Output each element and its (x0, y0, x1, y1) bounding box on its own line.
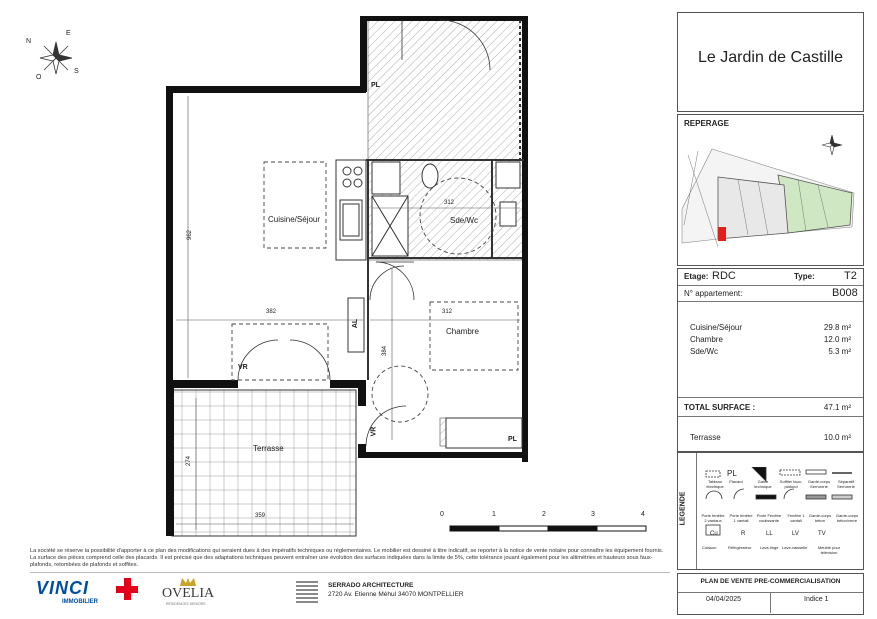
legend-label-gaine: Gaine technique (754, 479, 772, 489)
dimension-382: 382 (266, 309, 277, 315)
architect-address: 2720 Av. Etienne Méhul 34070 MONTPELLIER (328, 591, 464, 598)
ovelia-sub: RÉSIDENCES SENIORS (166, 602, 206, 606)
type-value: T2 (844, 270, 857, 282)
scale-tick-2: 2 (542, 511, 546, 518)
legend-label-gcb: Garde-corps béton (808, 513, 832, 523)
hatched-zone-top (368, 20, 524, 160)
site-map (678, 115, 863, 265)
legend-label-lave-linge: Lave-linge (760, 545, 779, 550)
plan-type: PLAN DE VENTE PRE-COMMERCIALISATION (700, 578, 841, 585)
symbol-porte-fenetre-1v (734, 489, 744, 499)
surface-value-1: 12.0 m² (823, 335, 851, 344)
room-label-sde-wc: Sde/Wc (450, 216, 479, 225)
north-arrow (40, 42, 72, 74)
legend-label-pf2: Porte fenêtre 2 vantaux (701, 513, 725, 523)
kitchen-counter (336, 160, 366, 260)
ovelia-wordmark: OVELIA (162, 586, 215, 601)
total-row (678, 397, 863, 417)
legend-code-r: R (741, 531, 746, 537)
serrado-logo-icon (294, 578, 320, 604)
code-pl-top: PL (371, 82, 380, 89)
footer-divider (30, 572, 670, 573)
technical-box (446, 418, 522, 448)
symbol-garde-corps (806, 470, 826, 474)
terrasse-value: 10.0 m² (823, 433, 851, 442)
legend-label-gcbv: Garde-corps béton/verre (835, 513, 859, 523)
legend-label-f1: Fenêtre 1 vantail (787, 513, 805, 523)
terrasse-label: Terrasse (690, 433, 721, 442)
dimension-384: 384 (382, 345, 389, 357)
room-label-terrasse: Terrasse (253, 444, 284, 453)
project-title: Le Jardin de Castille (698, 49, 843, 66)
scale-tick-0: 0 (440, 511, 444, 518)
scale-tick-1: 1 (492, 511, 496, 518)
ovelia-logo (160, 578, 220, 608)
compass-e: E (66, 30, 71, 37)
compass-o: O (36, 74, 42, 81)
legend-label-pf1: Porte fenêtre 1 vantail (729, 513, 753, 523)
compass-s: S (74, 68, 79, 75)
legend-label-separatif: Séparatif Serrurerie (837, 479, 855, 489)
vinci-sub: IMMOBILIER (62, 599, 98, 605)
surface-value-0: 29.8 m² (823, 323, 851, 332)
legend-label-placard: Placard (729, 479, 743, 484)
architect-name: SERRADO ARCHITECTURE (328, 582, 414, 589)
surface-value-2: 5.3 m² (828, 347, 851, 356)
legend-label-lave-vaisselle: Lave-vaisselle (782, 545, 808, 550)
symbol-tableau-electrique (706, 471, 720, 477)
legend-code-pl: PL (727, 469, 737, 478)
legend-label-soffite: Soffite/ faux-plafond (779, 479, 803, 489)
symbol-fenetre-1v (784, 489, 794, 499)
dimension-312-chambre: 312 (442, 309, 453, 315)
code-al: AL (352, 318, 360, 329)
disclaimer: La société se réserve la possibilité d'apporter à ce plan des modifications qui seraient dues à des impératifs techniques ou réglementaires. Le mobilier est dessiné à titre indicatif, se reporter à la notice de vente notaire pour connaître les équipement fournis. La surface des pièces comprend celle des placards. Il est précisé que des adaptations techniques peuvent entraîner une évolution des surfaces indiquées dans la limite de 5%, cette tolérance jouant également pour les altimétries et hauteurs sous faux-plafonds, retombées de plafonds et soffites. (30, 548, 664, 568)
legend-title: LEGENDE (679, 491, 687, 526)
symbol-porte-coulissante (756, 495, 776, 499)
surface-name-2: Sde/Wc (690, 347, 719, 356)
code-vr-sejour: VR (238, 364, 248, 371)
legend-label-refrigerateur: Réfrigérateur (728, 545, 752, 550)
legend-code-lv: LV (792, 531, 799, 537)
legend-box (677, 452, 864, 570)
site-north-arrow (822, 135, 842, 155)
symbol-soffite (780, 470, 800, 475)
plan-info-box (677, 573, 864, 615)
appartement-row (678, 285, 863, 302)
plan-date: 04/04/2025 (706, 596, 742, 603)
info-table (677, 268, 864, 452)
surface-name-1: Chambre (690, 335, 723, 344)
legend-label-tv: Meuble pour télévision (817, 545, 841, 555)
dimension-962: 962 (187, 229, 194, 241)
room-label-chambre: Chambre (446, 327, 479, 336)
appartement-value: B008 (832, 287, 858, 299)
code-vr-chambre: VR (370, 426, 378, 437)
legend-code-ll: LL (766, 531, 773, 537)
type-label: Type: (794, 272, 815, 281)
ovelia-crown-icon (180, 578, 196, 586)
symbol-porte-fenetre-2v (706, 491, 722, 499)
code-pl-bottom: PL (508, 436, 517, 443)
legend-code-tv: TV (818, 531, 826, 537)
compass-n: N (26, 38, 32, 45)
etage-row (678, 269, 863, 286)
legend-label-garde-corps: Garde-corps Serrurerie (807, 479, 831, 489)
vinci-cross-icon (116, 578, 140, 602)
vinci-wordmark: VINCI (36, 578, 90, 598)
vinci-logo (36, 578, 146, 608)
scale-tick-3: 3 (591, 511, 595, 518)
dimension-274: 274 (186, 455, 193, 467)
legend-label-pfc: Porte Fenêtre coulissante (756, 513, 782, 523)
dimension-359: 359 (255, 513, 266, 519)
etage-label: Etage: (684, 272, 709, 281)
appartement-label: N° appartement: (684, 289, 743, 298)
legend-title-cell (678, 453, 697, 569)
legend-label-tableau: Tableau électrique (706, 479, 724, 489)
title-box (677, 12, 864, 112)
surface-name-0: Cuisine/Séjour (690, 323, 743, 332)
plan-indice: Indice 1 (804, 596, 829, 603)
legend-label-cuisson: Cuisson (702, 545, 717, 550)
dimension-312-sde: 312 (444, 200, 455, 206)
reperage-label: REPERAGE (684, 119, 729, 128)
scale-tick-4: 4 (641, 511, 645, 518)
apartment-marker (718, 227, 726, 241)
etage-value: RDC (712, 270, 736, 282)
symbol-garde-corps-verre (832, 495, 852, 499)
room-label-cuisine-sejour: Cuisine/Séjour (268, 215, 321, 224)
total-value: 47.1 m² (823, 403, 851, 412)
total-label: TOTAL SURFACE : (684, 403, 756, 412)
legend-code-cu: Cu (710, 531, 718, 537)
symbol-garde-corps-beton (806, 495, 826, 499)
scale-bar (450, 526, 646, 531)
reperage-box (677, 114, 864, 266)
plan-info-vdivider (770, 593, 771, 613)
